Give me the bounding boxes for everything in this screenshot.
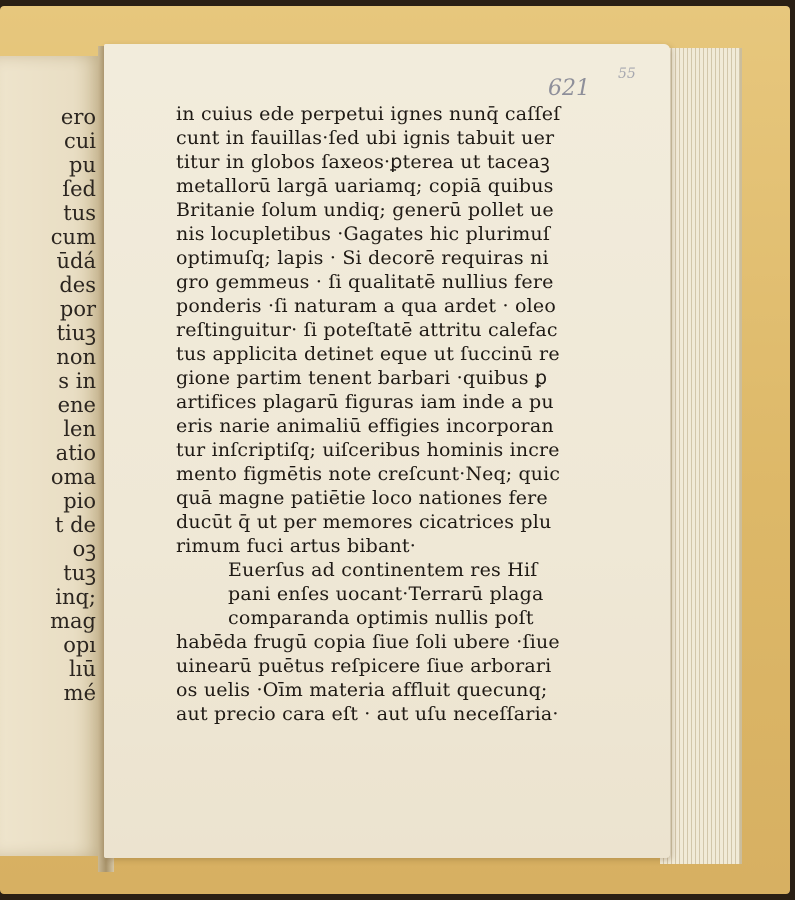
text-line: reſtinguitur· ſi poteſtatē attritu calefac	[176, 319, 558, 341]
left-page-line: s in	[58, 369, 96, 393]
left-page-line: ero	[60, 105, 96, 129]
text-line: Euerſus ad continentem res Hiſ	[228, 559, 538, 581]
left-page-line: cui	[63, 129, 96, 153]
left-page-line: ene	[57, 393, 96, 417]
text-line: gro gemmeus · ſi qualitatē nullius fere	[176, 271, 554, 293]
text-line: artifices plagarū figuras iam inde a pu	[176, 391, 554, 413]
text-line: tur inſcriptiſq; uiſceribus hominis incre	[176, 439, 560, 461]
text-line: titur in globos ſaxeos·ꝑterea ut taceaꝫ	[176, 151, 550, 173]
text-line: optimuſq; lapis · Si decorē requiras ni	[176, 247, 549, 269]
left-page	[0, 56, 104, 856]
left-page-line: oꝫ	[72, 537, 96, 561]
text-line: tus applicita detinet eque ut ſuccinū re	[176, 343, 560, 365]
folio-number: 621	[548, 76, 590, 101]
page-edges	[660, 48, 742, 864]
left-page-line: atio	[55, 441, 96, 465]
left-page-line: pu	[69, 153, 96, 177]
text-line: cunt in fauillas·ſed ubi ignis tabuit uer	[176, 127, 555, 149]
left-page-line: tus	[63, 201, 96, 225]
left-page-line: oma	[50, 465, 96, 489]
text-line: ducūt q̄ ut per memores cicatrices plu	[176, 511, 552, 533]
left-page-line: por	[59, 297, 96, 321]
left-page-line: opı	[63, 633, 96, 657]
text-line: in cuius ede perpetui ignes nunq̄ caſſeſ	[176, 103, 561, 125]
left-page-line: mag	[50, 609, 96, 633]
left-page-line: pio	[63, 489, 96, 513]
text-line: rimum fuci artus bibant·	[176, 535, 417, 557]
text-line: os uelis ·Oīm materia affluit quecunq;	[176, 679, 548, 701]
text-line: nis locupletibus ·Gagates hic plurimuſ	[176, 223, 551, 245]
text-line: metallorū largā uariamq; copiā quibus	[176, 175, 554, 197]
text-line: quā magne patiētie loco nationes fere	[176, 487, 548, 509]
text-line: ponderis ·ſi naturam a qua ardet · oleo	[176, 295, 556, 317]
text-line: eris narie animaliū effigies incorporan	[176, 415, 554, 437]
left-page-line: non	[56, 345, 96, 369]
left-page-line: des	[59, 273, 96, 297]
left-page-line: mé	[63, 681, 96, 705]
text-line: gione partim tenent barbari ·quibus ꝑ	[176, 367, 548, 389]
text-line: uinearū puētus reſpicere ſiue arborari	[176, 655, 552, 677]
left-page-line: lıū	[69, 657, 96, 681]
left-page-line: tiuꝫ	[56, 321, 96, 345]
left-page-line: cum	[50, 225, 96, 249]
left-page-line: ūdá	[56, 249, 96, 273]
text-line: habēda frugū copia ſiue ſoli ubere ·ſiue	[176, 631, 560, 653]
left-page-line: ſed	[62, 177, 96, 201]
text-line: comparanda optimis nullis poſt	[228, 607, 534, 629]
folio-mark: 55	[618, 66, 636, 82]
left-page-line: tuꝫ	[63, 561, 96, 585]
text-line: Britanie ſolum undiq; generū pollet ue	[176, 199, 554, 221]
text-line: mento figmētis note creſcunt·Neq; quic	[176, 463, 561, 485]
left-page-line: len	[63, 417, 96, 441]
left-page-line: inq;	[55, 585, 96, 609]
text-line: pani enſes uocant·Terrarū plaga	[228, 583, 544, 605]
left-page-line: t de	[55, 513, 96, 537]
text-line: aut precio cara eſt · aut uſu neceſſaria·	[176, 703, 559, 725]
